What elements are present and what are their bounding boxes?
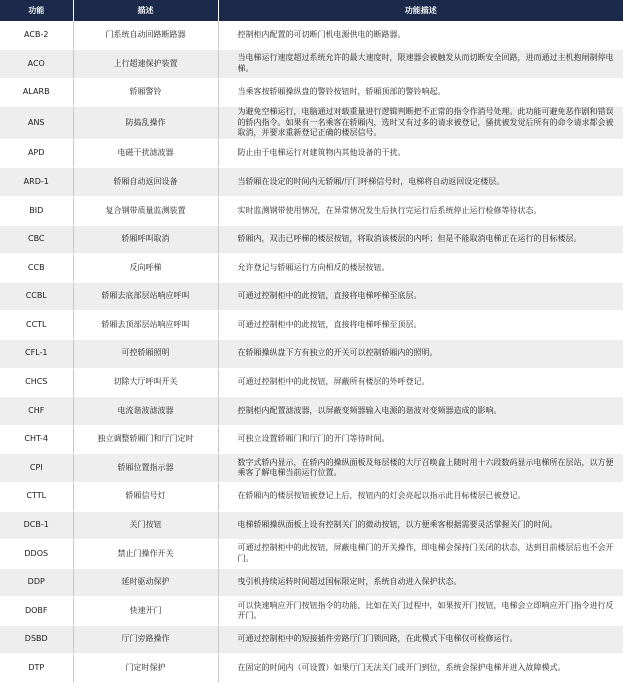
function-name: 电磁干扰滤波器	[73, 139, 218, 168]
function-description: 可独立设置轿厢门和厅门的开门等待时间。	[218, 425, 623, 454]
function-description: 实时监测钢带使用情况，在异常情况发生后执行完运行后系统停止运行检修等待状态。	[218, 196, 623, 225]
table-row	[0, 196, 623, 225]
function-description: 防止由于电梯运行对建筑物内其他设备的干扰。	[218, 139, 623, 168]
table-row	[0, 368, 623, 397]
table-row	[0, 654, 623, 683]
function-code: CCBL	[0, 282, 73, 311]
function-code: APD	[0, 139, 73, 168]
header-description: 描述	[73, 0, 218, 21]
table-row	[0, 78, 623, 107]
function-description: 允许登记与轿厢运行方向相反的楼层按钮。	[218, 254, 623, 283]
function-code: CCB	[0, 254, 73, 283]
function-code: CBC	[0, 225, 73, 254]
function-code: CHCS	[0, 368, 73, 397]
function-name: 延时驱动保护	[73, 568, 218, 597]
function-description: 可以快速响应开门按钮指令的功能，比如在关门过程中，如果按开门按钮，电梯会立即响应开门指令进行反开门。	[218, 597, 623, 626]
table-row	[0, 21, 623, 50]
function-name: 可控轿厢照明	[73, 339, 218, 368]
function-description: 当电梯运行速度超过系统允许的最大速度时，限速器会被触发从而切断安全回路，进而通过主机抱闸制停电梯。	[218, 50, 623, 79]
table-row	[0, 540, 623, 569]
function-description: 轿厢内，双击已呼梯的楼层按钮，将取消该楼层的内呼；但是不能取消电梯正在运行的目标楼层。	[218, 225, 623, 254]
function-name: 轿厢位置指示器	[73, 454, 218, 483]
function-code: DDP	[0, 568, 73, 597]
table-body	[0, 21, 623, 683]
function-name: 轿厢呼叫取消	[73, 225, 218, 254]
function-description: 可通过控制柜中的此按钮，直接将电梯呼梯至底层。	[218, 282, 623, 311]
function-name: 禁止门操作开关	[73, 540, 218, 569]
function-name: 关门按钮	[73, 511, 218, 540]
function-description: 可通过控制柜中的此按钮，屏蔽所有楼层的外呼登记。	[218, 368, 623, 397]
table-row	[0, 568, 623, 597]
function-name: 反向呼梯	[73, 254, 218, 283]
function-description: 可通过控制柜中的此按钮，直接将电梯呼梯至顶层。	[218, 311, 623, 340]
table-row	[0, 511, 623, 540]
function-code: ACO	[0, 50, 73, 79]
table-row	[0, 311, 623, 340]
table-row	[0, 425, 623, 454]
function-description: 曳引机持续运转时间超过国标限定时，系统自动进入保护状态。	[218, 568, 623, 597]
function-name: 复合钢带质量监测装置	[73, 196, 218, 225]
table-row	[0, 482, 623, 511]
function-name: 门系统自动回路断路器	[73, 21, 218, 50]
function-name: 上行超速保护装置	[73, 50, 218, 79]
function-name: 电流谐波滤波器	[73, 397, 218, 426]
function-name: 轿厢去底部层站响应呼叫	[73, 282, 218, 311]
function-description: 电梯轿厢操纵面板上设有控制关门的微动按钮，以方便乘客根据需要灵活掌握关门的时间。	[218, 511, 623, 540]
function-description: 可通过控制柜中的此按钮，屏蔽电梯门的开关操作，即电梯会保持门关闭的状态，达到目前楼层后也不会开门。	[218, 540, 623, 569]
function-description: 在轿厢内的楼层按钮被登记上后，按钮内的灯会亮起以指示此目标楼层已被登记。	[218, 482, 623, 511]
table-row	[0, 168, 623, 197]
function-description: 当轿厢在设定的时间内无轿厢/厅门呼梯信号时，电梯将自动返回设定楼层。	[218, 168, 623, 197]
function-name: 轿厢去顶部层站响应呼叫	[73, 311, 218, 340]
table-row	[0, 282, 623, 311]
function-code: DTP	[0, 654, 73, 683]
function-name: 轿厢自动返回设备	[73, 168, 218, 197]
function-name: 轿厢警铃	[73, 78, 218, 107]
function-code: DSBD	[0, 625, 73, 654]
function-description: 控制柜内配置的可切断门机电源供电的断路器。	[218, 21, 623, 50]
function-code: BID	[0, 196, 73, 225]
function-code: DOBF	[0, 597, 73, 626]
function-description: 可通过控制柜中的短接插件旁路厅门门锁回路，在此模式下电梯仅可检修运行。	[218, 625, 623, 654]
function-name: 独立调整轿厢门和厅门定时	[73, 425, 218, 454]
table-row	[0, 225, 623, 254]
header-function: 功能	[0, 0, 73, 21]
function-code: CCTL	[0, 311, 73, 340]
function-code: DDOS	[0, 540, 73, 569]
table-row	[0, 50, 623, 79]
function-code: CHF	[0, 397, 73, 426]
function-description: 在固定的时间内（可设置）如果厅门无法关门或开门到位，系统会保护电梯并进入故障模式。	[218, 654, 623, 683]
table-row	[0, 254, 623, 283]
function-code: ARD-1	[0, 168, 73, 197]
function-code: ALARB	[0, 78, 73, 107]
table-row	[0, 107, 623, 140]
function-code: DCB-1	[0, 511, 73, 540]
function-name: 轿厢信号灯	[73, 482, 218, 511]
header-function-description: 功能描述	[218, 0, 623, 21]
table-row	[0, 339, 623, 368]
function-name: 快速开门	[73, 597, 218, 626]
function-name: 厅门旁路操作	[73, 625, 218, 654]
function-description: 为避免空梯运行，电脑通过对载重量进行逻辑判断把不正常的指令作消号处理。此功能可避免恶作剧和错误的轿内指令。如果有一名乘客在轿厢内，选时又有过多的请求被登记，骚扰被发觉后所有的命令请求都会被取消，并要求重新登记正确的楼层信号。	[218, 107, 623, 140]
table-row	[0, 597, 623, 626]
function-code: ANS	[0, 107, 73, 140]
table-row	[0, 139, 623, 168]
function-code: CFL-1	[0, 339, 73, 368]
function-description: 控制柜内配置滤波器，以屏蔽变频器输入电源的谐波对变频器造成的影响。	[218, 397, 623, 426]
function-description: 当乘客按轿厢操纵盘的警铃按钮时，轿厢顶部的警铃响起。	[218, 78, 623, 107]
function-code: CHT-4	[0, 425, 73, 454]
table-row	[0, 397, 623, 426]
function-code: CPI	[0, 454, 73, 483]
function-name: 防捣乱操作	[73, 107, 218, 140]
function-description: 在轿厢操纵盘下方有独立的开关可以控制轿厢内的照明。	[218, 339, 623, 368]
table-row	[0, 454, 623, 483]
function-code: CTTL	[0, 482, 73, 511]
function-name: 切除大厅呼叫开关	[73, 368, 218, 397]
function-code: ACB-2	[0, 21, 73, 50]
table-header	[0, 0, 623, 21]
function-name: 门定时保护	[73, 654, 218, 683]
function-description: 数字式轿内显示，在轿内的操纵面板及每层楼的大厅召唤盒上随时用十六段数码显示电梯所在层站，以方便乘客了解电梯当前运行位置。	[218, 454, 623, 483]
header-row	[0, 0, 623, 21]
table-row	[0, 625, 623, 654]
